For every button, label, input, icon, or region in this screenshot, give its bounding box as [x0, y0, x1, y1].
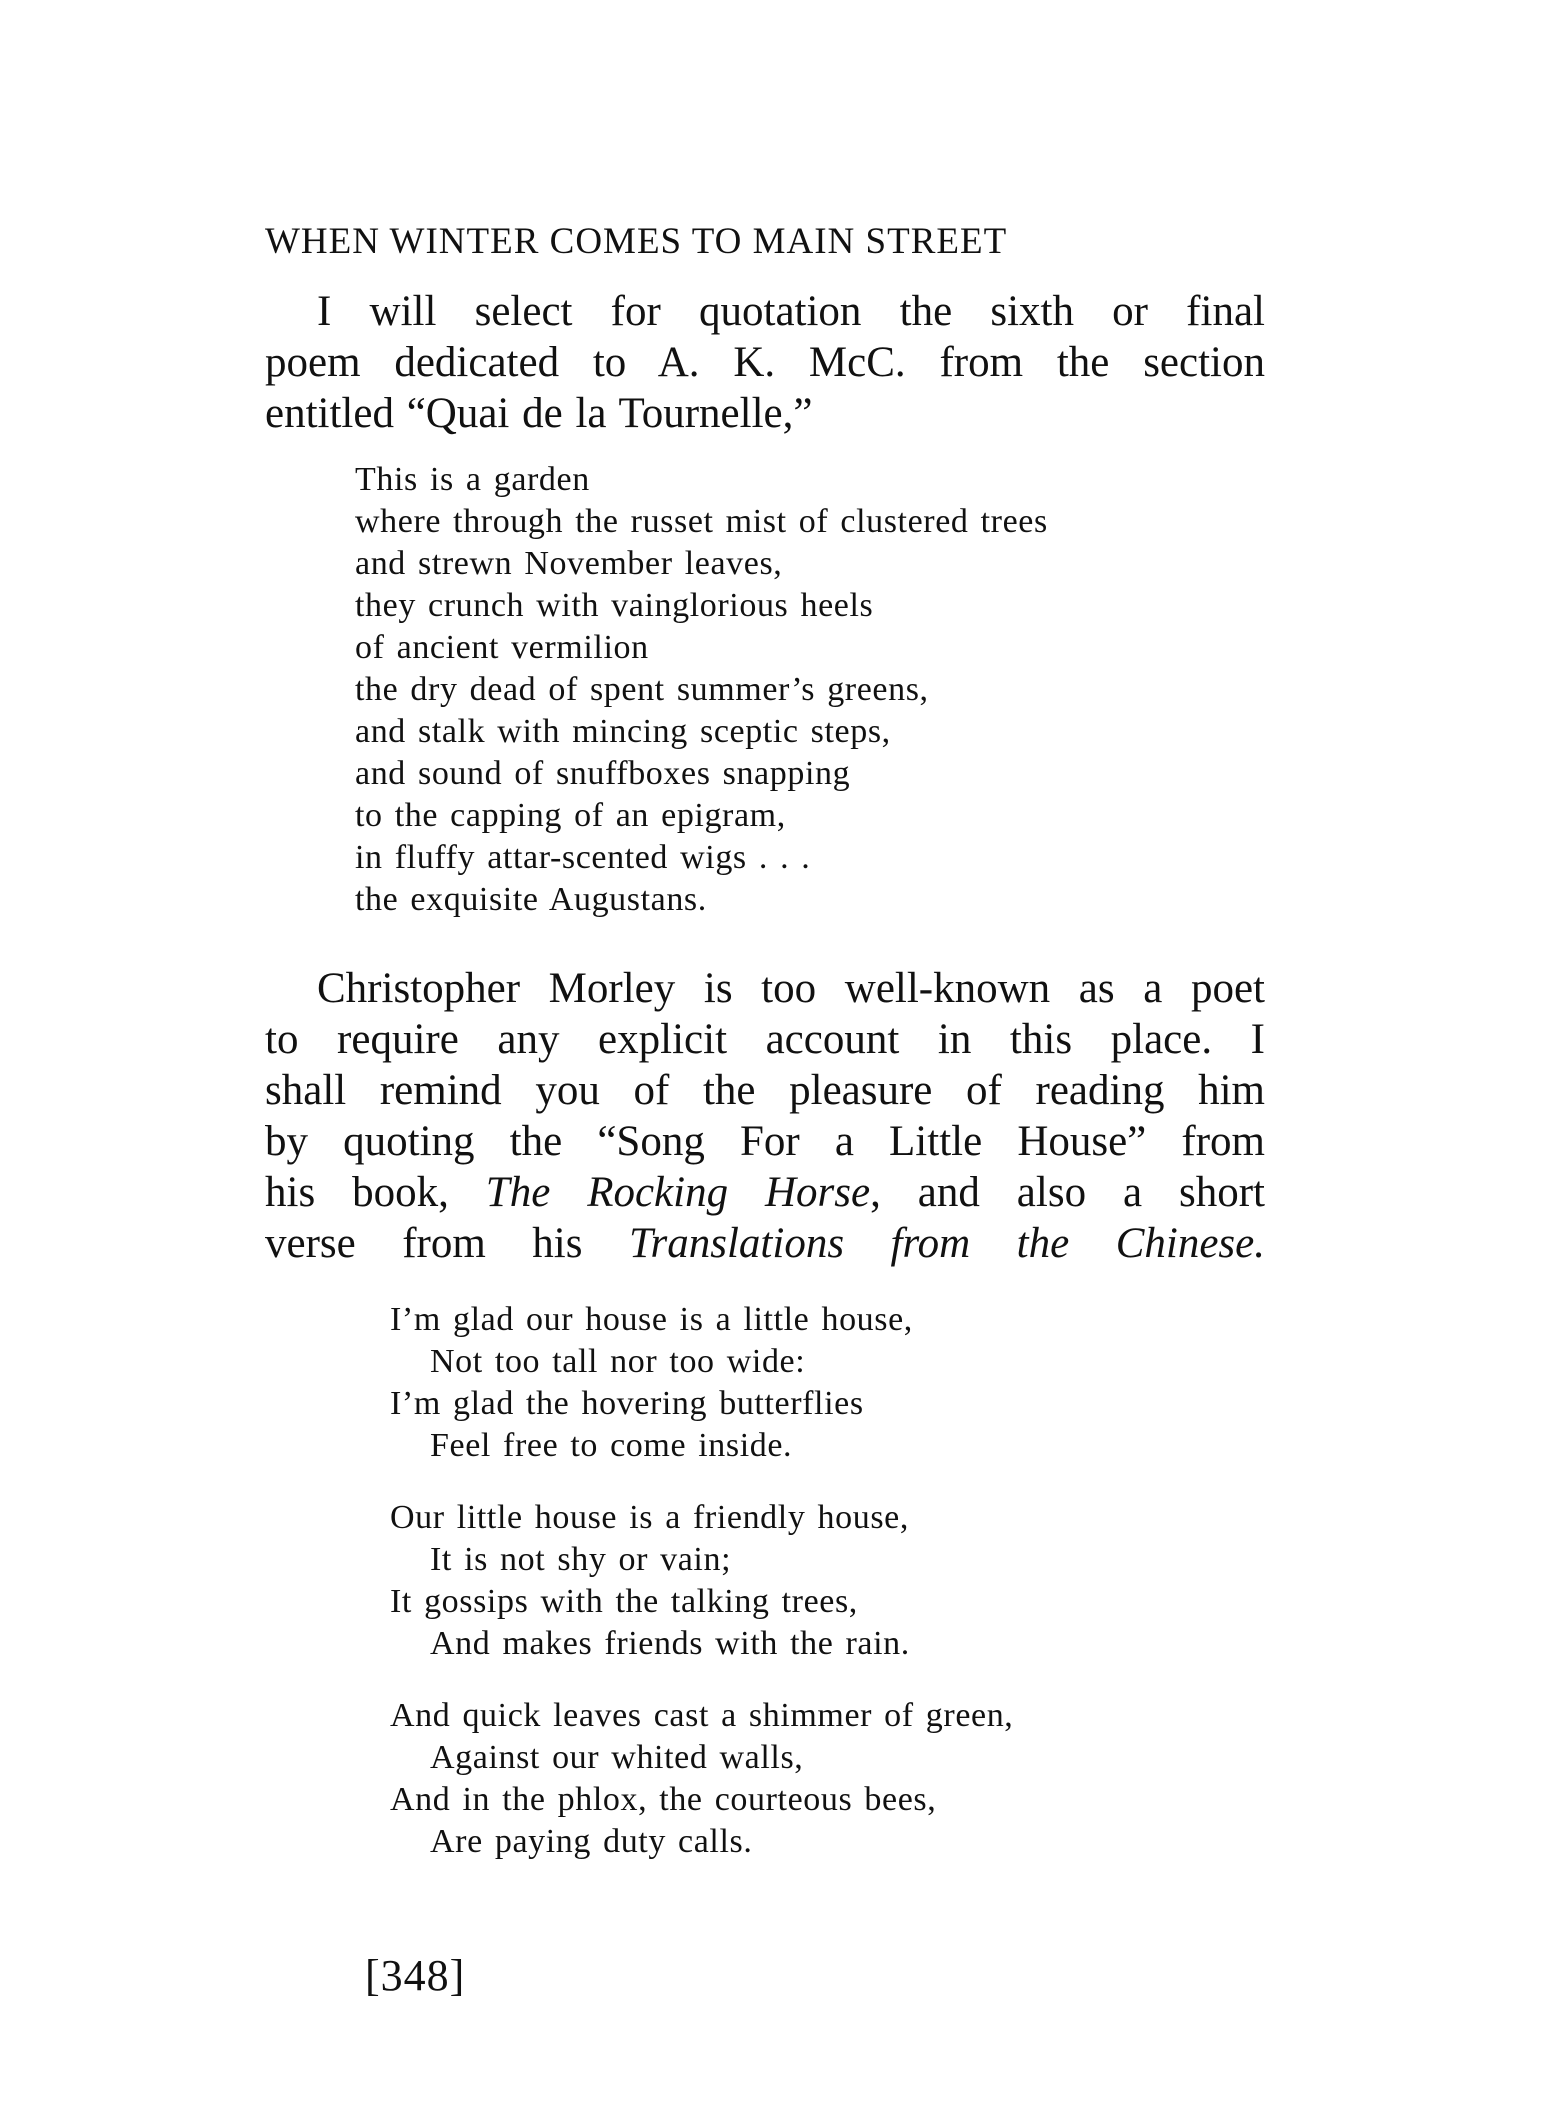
poem-line: and sound of snuffboxes snapping — [355, 755, 851, 792]
book-page — [265, 220, 1265, 1893]
paragraph-line: Christopher Morley is too well-known as a poet — [317, 965, 1265, 1012]
song-line: Against our whited walls, — [430, 1739, 804, 1776]
poem-line: to the capping of an epigram, — [355, 797, 786, 834]
paragraph-line: poem dedicated to A. K. McC. from the section — [265, 339, 1265, 386]
paragraph-line: entitled “Quai de la Tournelle,” — [265, 390, 813, 437]
song-for-a-little-house — [390, 1299, 1265, 1863]
poem-line: in fluffy attar-scented wigs . . . — [355, 839, 811, 876]
running-head: WHEN WINTER COMES TO MAIN STREET — [265, 221, 1008, 262]
morley-paragraph — [265, 963, 1265, 1269]
song-line: I’m glad our house is a little house, — [390, 1301, 913, 1338]
book-title-translations: Translations from the Chinese. — [628, 1220, 1265, 1267]
song-line: Not too tall nor too wide: — [430, 1343, 806, 1380]
book-title-rocking-horse: The Rocking Horse — [485, 1169, 871, 1216]
stanza — [390, 1695, 1265, 1863]
paragraph-line: I will select for quotation the sixth or final — [317, 288, 1265, 335]
paragraph-line: to require any explicit account in this place. I — [265, 1016, 1265, 1063]
song-line: Our little house is a friendly house, — [390, 1499, 909, 1536]
song-line: It is not shy or vain; — [430, 1541, 732, 1578]
stanza — [390, 1497, 1265, 1665]
song-line: Are paying duty calls. — [430, 1823, 753, 1860]
line-text: , and also a short — [870, 1169, 1265, 1216]
song-line: Feel free to come inside. — [430, 1427, 793, 1464]
line-text: his book, — [265, 1169, 486, 1216]
page-number: [348] — [365, 1951, 466, 2000]
song-line: And in the phlox, the courteous bees, — [390, 1781, 937, 1818]
song-line: It gossips with the talking trees, — [390, 1583, 858, 1620]
paragraph-line: shall remind you of the pleasure of reading him — [265, 1067, 1265, 1114]
poem-line: This is a garden — [355, 461, 590, 498]
song-line: And makes friends with the rain. — [430, 1625, 910, 1662]
poem-line: the dry dead of spent summer’s greens, — [355, 671, 929, 708]
song-line: I’m glad the hovering butterflies — [390, 1385, 864, 1422]
poem-line: of ancient vermilion — [355, 629, 649, 666]
line-text: verse from his — [265, 1220, 629, 1267]
song-line: And quick leaves cast a shimmer of green, — [390, 1697, 1014, 1734]
poem-line: and strewn November leaves, — [355, 545, 783, 582]
paragraph-line — [265, 1218, 1265, 1269]
poem-line: and stalk with mincing sceptic steps, — [355, 713, 891, 750]
quoted-poem — [355, 459, 1265, 921]
stanza — [390, 1299, 1265, 1467]
paragraph-line — [265, 1167, 1265, 1218]
poem-line: the exquisite Augustans. — [355, 881, 707, 918]
intro-paragraph — [265, 286, 1265, 439]
poem-line: they crunch with vainglorious heels — [355, 587, 874, 624]
paragraph-line: by quoting the “Song For a Little House” from — [265, 1118, 1265, 1165]
poem-line: where through the russet mist of clustered trees — [355, 503, 1048, 540]
